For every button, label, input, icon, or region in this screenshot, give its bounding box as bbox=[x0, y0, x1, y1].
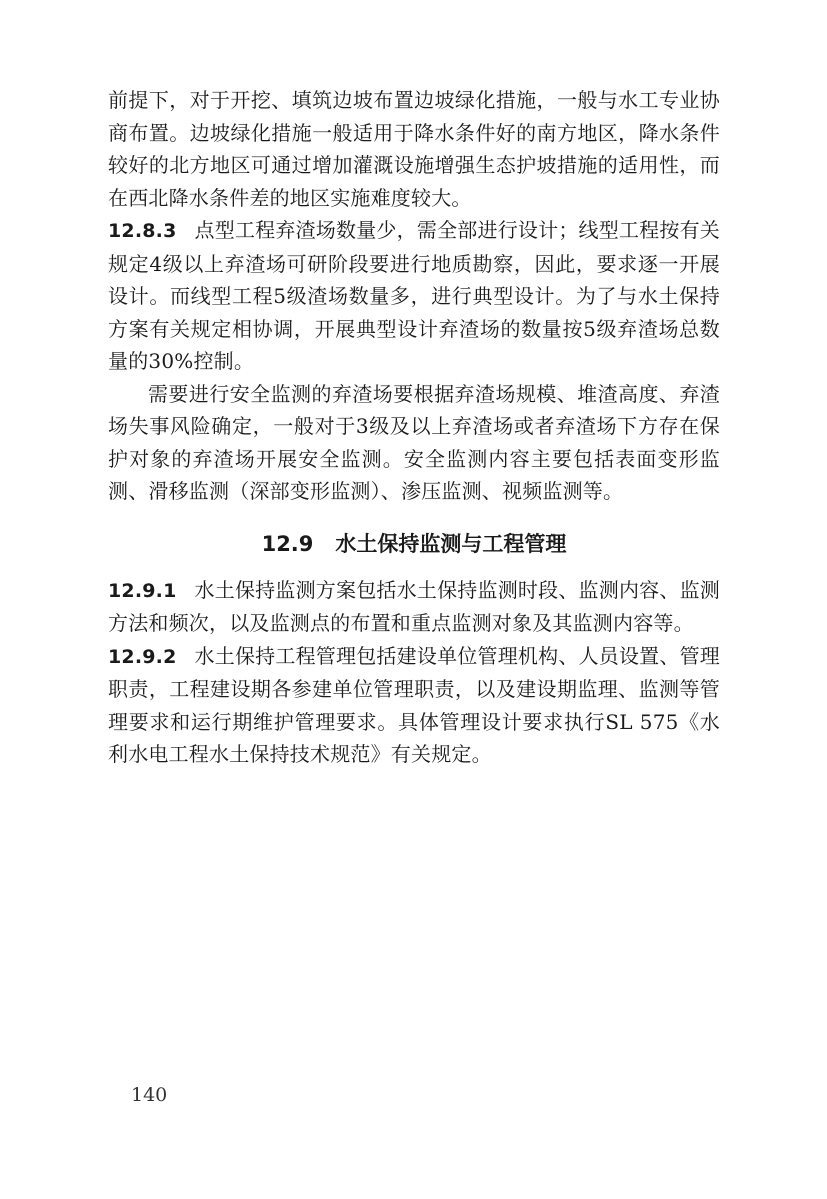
clause-text: 水土保持工程管理包括建设单位管理机构、人员设置、管理职责，工程建设期各参建单位管理职责，以及建设期监理、监测等管理要求和运行期维护管理要求。具体管理设计要求执行SL 575《水利水电工程水土保持技术规范》有关规定。 bbox=[108, 643, 720, 766]
document-body bbox=[108, 84, 720, 771]
section-title: 水土保持监测与工程管理 bbox=[335, 531, 567, 556]
page-number: 140 bbox=[131, 1084, 168, 1106]
clause-12-8-3 bbox=[108, 214, 720, 378]
clause-12-9-1 bbox=[108, 574, 720, 640]
section-number: 12.9 bbox=[261, 531, 314, 556]
section-heading bbox=[108, 528, 720, 560]
paragraph-safety-monitoring: 需要进行安全监测的弃渣场要根据弃渣场规模、堆渣高度、弃渣场失事风险确定，一般对于3级及以上弃渣场或者弃渣场下方存在保护对象的弃渣场开展安全监测。安全监测内容主要包括表面变形监测、滑移监测（深部变形监测）、渗压监测、视频监测等。 bbox=[108, 381, 720, 503]
paragraph-continued: 前提下，对于开挖、填筑边坡布置边坡绿化措施，一般与水工专业协商布置。边坡绿化措施一般适用于降水条件好的南方地区，降水条件较好的北方地区可通过增加灌溉设施增强生态护坡措施的适用性，而在西北降水条件差的地区实施难度较大。 bbox=[108, 88, 720, 210]
clause-text: 点型工程弃渣场数量少，需全部进行设计；线型工程按有关规定4级以上弃渣场可研阶段要进行地质勘察，因此，要求逐一开展设计。而线型工程5级渣场数量多，进行典型设计。为了与水土保持方案有关规定相协调，开展典型设计弃渣场的数量按5级弃渣场总数量的30%控制。 bbox=[108, 218, 720, 373]
clause-number: 12.9.1 bbox=[108, 579, 177, 602]
clause-number: 12.8.3 bbox=[108, 220, 177, 242]
clause-number: 12.9.2 bbox=[108, 645, 177, 668]
clause-text: 水土保持监测方案包括水土保持监测时段、监测内容、监测方法和频次，以及监测点的布置和重点监测对象及其监测内容等。 bbox=[108, 577, 720, 635]
clause-12-9-2 bbox=[108, 640, 720, 771]
